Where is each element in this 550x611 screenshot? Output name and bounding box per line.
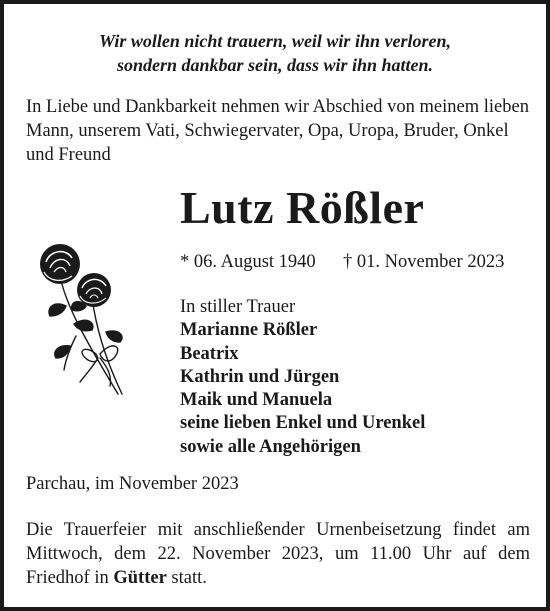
quote	[4, 29, 546, 77]
mourner-name: Marianne Rößler	[180, 320, 318, 341]
ceremony-info	[26, 518, 530, 590]
mourner-name: sowie alle Angehörigen	[180, 436, 361, 457]
death-date: † 01. November 2023	[343, 252, 505, 272]
ceremony-text: Friedhof in	[26, 568, 109, 588]
birth-date: * 06. August 1940	[180, 252, 316, 272]
ceremony-line	[26, 566, 530, 590]
mourner-name: Maik und Manuela	[180, 390, 333, 411]
roses-icon	[26, 236, 144, 398]
quote-line: sondern dankbar sein, dass wir ihn hatten.	[116, 55, 434, 75]
intro-text	[26, 95, 532, 167]
intro-line: und Freund	[26, 145, 111, 165]
quote-line: Wir wollen nicht trauern, weil wir ihn verloren,	[99, 31, 451, 51]
ceremony-text: statt.	[171, 568, 207, 588]
mourner-name: Beatrix	[180, 343, 239, 364]
intro-line: In Liebe und Dankbarkeit nehmen wir Abschied von meinem lieben	[26, 97, 529, 117]
deceased-name: Lutz Rößler	[180, 182, 425, 233]
ceremony-line: Mittwoch, dem 22. November 2023, um 11.00 Uhr auf dem	[26, 544, 530, 564]
place-and-date: Parchau, im November 2023	[26, 474, 239, 494]
mourners-list	[180, 296, 425, 459]
ceremony-line: Die Trauerfeier mit anschließender Urnenbeisetzung findet am	[26, 520, 530, 540]
mourners-heading: In stiller Trauer	[180, 297, 296, 317]
ceremony-place: Gütter	[113, 568, 167, 588]
mourner-name: Kathrin und Jürgen	[180, 366, 340, 387]
mourner-name: seine lieben Enkel und Urenkel	[180, 413, 426, 434]
intro-line: Mann, unserem Vati, Schwiegervater, Opa, Uropa, Bruder, Onkel	[26, 121, 509, 141]
